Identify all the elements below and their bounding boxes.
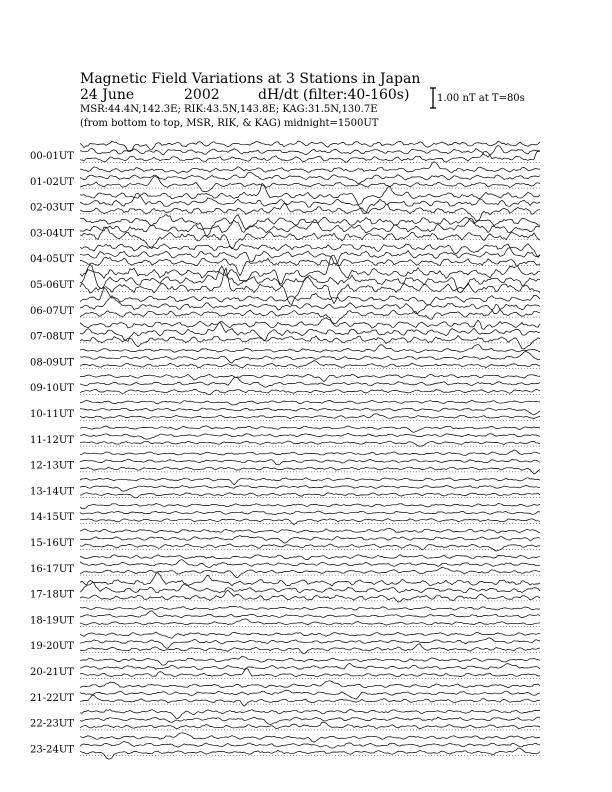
hour-row-01-02UT [30, 162, 540, 192]
row-label: 08-09UT [30, 357, 74, 369]
trace-rik [80, 377, 540, 387]
row-label: 09-10UT [30, 383, 74, 395]
trace-rik [80, 690, 540, 699]
trace-rik [80, 459, 540, 465]
row-label: 14-15UT [30, 512, 74, 524]
row-label: 00-01UT [30, 151, 74, 162]
stations-label: MSR:44.4N,142.3E; RIK:43.5N,143.8E; KAG:31.5N,130.7E [80, 104, 378, 115]
trace-msr [80, 695, 540, 706]
year-label: 2002 [184, 87, 220, 103]
row-label: 04-05UT [30, 254, 74, 266]
row-label: 06-07UT [30, 305, 74, 317]
trace-msr [80, 304, 540, 323]
trace-kag [80, 528, 540, 533]
hour-row-20-21UT [30, 656, 540, 678]
hour-row-07-08UT [30, 318, 540, 349]
trace-rik [80, 741, 540, 748]
trace-msr [80, 335, 540, 349]
trace-rik [80, 486, 540, 492]
trace-rik [80, 717, 540, 725]
hour-row-00-01UT [30, 141, 540, 162]
row-label: 23-24UT [30, 744, 74, 756]
hour-row-02-03UT [30, 183, 540, 221]
trace-rik [80, 145, 540, 157]
trace-kag [80, 606, 540, 610]
trace-rik [80, 433, 540, 439]
chart-title: Magnetic Field Variations at 3 Stations in Japan [80, 71, 421, 87]
row-label: 18-19UT [30, 615, 74, 627]
hour-row-04-05UT [30, 244, 540, 276]
trace-kag [80, 244, 540, 258]
trace-kag [80, 162, 540, 174]
trace-kag [80, 288, 540, 305]
trace-rik [80, 408, 540, 415]
trace-rik [80, 172, 540, 183]
trace-kag [80, 733, 540, 742]
trace-msr [80, 389, 540, 395]
trace-rik [80, 352, 540, 364]
trace-kag [80, 555, 540, 560]
trace-kag [80, 632, 540, 638]
trace-msr [80, 722, 540, 729]
row-label: 19-20UT [30, 641, 74, 653]
trace-kag [80, 374, 540, 381]
trace-kag [80, 450, 540, 456]
hour-row-21-22UT [30, 681, 540, 707]
hour-row-03-04UT [30, 214, 540, 248]
trace-kag [80, 681, 540, 688]
trace-kag [80, 141, 540, 152]
trace-kag [80, 344, 540, 352]
row-label: 20-21UT [30, 667, 74, 678]
trace-rik [80, 511, 540, 515]
trace-rik [80, 560, 540, 568]
date-label: 24 June [80, 87, 135, 103]
trace-msr [80, 619, 540, 625]
row-label: 10-11UT [30, 409, 74, 420]
hour-row-11-12UT [30, 426, 540, 447]
hour-row-19-20UT [30, 632, 540, 654]
trace-msr [80, 748, 540, 759]
trace-msr [80, 361, 540, 368]
hour-row-10-11UT [30, 400, 540, 420]
trace-rik [80, 536, 540, 544]
hour-row-09-10UT [30, 374, 540, 395]
hour-row-18-19UT [30, 606, 540, 626]
hour-row-08-09UT [30, 344, 540, 368]
order-note: (from bottom to top, MSR, RIK, & KAG) midnight=1500UT [80, 118, 379, 129]
row-label: 15-16UT [30, 538, 74, 549]
row-label: 13-14UT [30, 486, 74, 498]
filter-label: dH/dt (filter:40-160s) [258, 87, 410, 103]
hour-row-16-17UT [30, 555, 540, 578]
trace-msr [80, 590, 540, 602]
trace-rik [80, 663, 540, 669]
trace-rik [80, 580, 540, 592]
row-label: 02-03UT [30, 202, 74, 214]
hour-row-15-16UT [30, 528, 540, 551]
trace-kag [80, 400, 540, 405]
row-label: 03-04UT [30, 228, 74, 240]
hour-row-13-14UT [30, 478, 540, 498]
row-label: 07-08UT [30, 331, 74, 343]
trace-rik [80, 611, 540, 618]
trace-msr [80, 567, 540, 577]
row-label: 11-12UT [30, 434, 74, 446]
row-label: 01-02UT [30, 176, 74, 188]
trace-rik [80, 638, 540, 648]
trace-msr [80, 414, 540, 419]
scale-label: 1.00 nT at T=80s [437, 93, 525, 104]
trace-msr [80, 544, 540, 551]
hour-row-17-18UT [30, 573, 540, 602]
hour-row-23-24UT [30, 733, 540, 759]
row-label: 16-17UT [30, 563, 74, 575]
row-label: 05-06UT [30, 280, 74, 291]
row-label: 22-23UT [30, 718, 74, 730]
row-label: 12-13UT [30, 460, 74, 472]
trace-msr [80, 441, 540, 446]
trace-msr [80, 227, 540, 249]
row-label: 17-18UT [30, 589, 74, 601]
trace-kag [80, 478, 540, 485]
trace-kag [80, 710, 540, 719]
trace-msr [80, 668, 540, 676]
hour-row-06-07UT [30, 288, 540, 324]
hour-row-22-23UT [30, 710, 540, 730]
row-label: 21-22UT [30, 692, 74, 704]
trace-msr [80, 493, 540, 498]
trace-kag [80, 504, 540, 509]
trace-kag [80, 318, 540, 330]
hour-row-12-13UT [30, 450, 540, 474]
trace-kag [80, 426, 540, 433]
trace-rik [80, 322, 540, 342]
trace-kag [80, 573, 540, 586]
trace-msr [80, 467, 540, 474]
hour-row-14-15UT [30, 504, 540, 525]
trace-kag [80, 656, 540, 665]
